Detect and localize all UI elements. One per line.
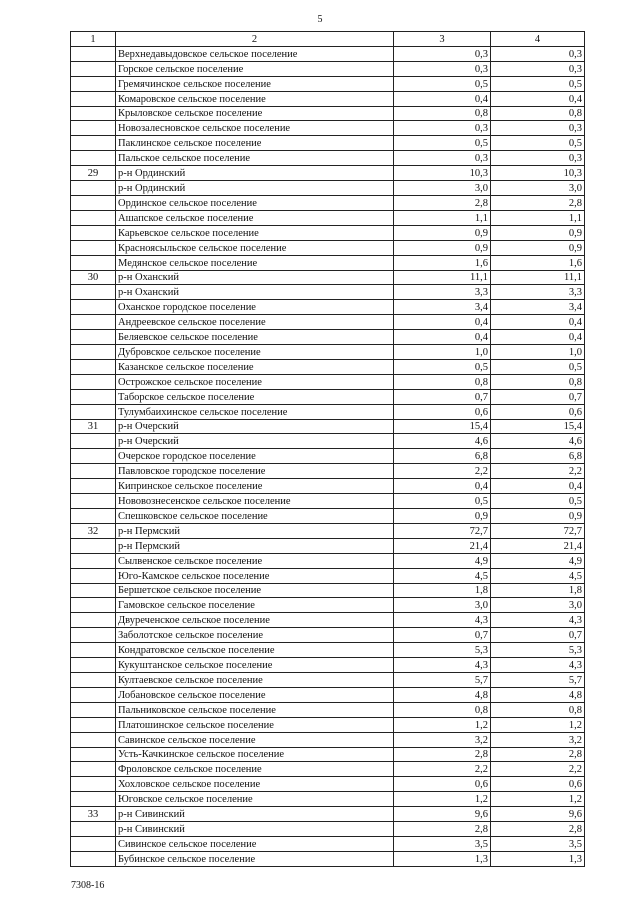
row-number-cell (71, 434, 116, 449)
row-number-cell (71, 315, 116, 330)
table-row (71, 672, 585, 687)
row-number-cell (71, 777, 116, 792)
table-row (71, 255, 585, 270)
name-cell: Верхнедавыдовское сельское поселение (116, 46, 394, 61)
name-cell: Савинское сельское поселение (116, 732, 394, 747)
table-row (71, 509, 585, 524)
table-row (71, 494, 585, 509)
value-col4-cell: 2,8 (491, 747, 585, 762)
table-row (71, 345, 585, 360)
name-cell: Усть-Качкинское сельское поселение (116, 747, 394, 762)
name-cell: Пальское сельское поселение (116, 151, 394, 166)
value-col3-cell: 0,6 (394, 404, 491, 419)
row-number-cell (71, 76, 116, 91)
value-col3-cell: 4,6 (394, 434, 491, 449)
table-row (71, 523, 585, 538)
value-col4-cell: 0,9 (491, 225, 585, 240)
name-cell: Платошинское сельское поселение (116, 717, 394, 732)
value-col3-cell: 1,2 (394, 717, 491, 732)
row-number-cell (71, 195, 116, 210)
value-col4-cell: 0,6 (491, 777, 585, 792)
value-col4-cell: 72,7 (491, 523, 585, 538)
value-col3-cell: 3,0 (394, 598, 491, 613)
value-col3-cell: 3,4 (394, 300, 491, 315)
table-row (71, 613, 585, 628)
table-row (71, 732, 585, 747)
row-number-cell (71, 687, 116, 702)
value-col4-cell: 4,9 (491, 553, 585, 568)
value-col4-cell: 0,5 (491, 494, 585, 509)
row-number-cell (71, 494, 116, 509)
table-row (71, 687, 585, 702)
name-cell: р-н Оханский (116, 285, 394, 300)
name-cell: Юго-Камское сельское поселение (116, 568, 394, 583)
value-col4-cell: 0,4 (491, 330, 585, 345)
table-row (71, 121, 585, 136)
value-col3-cell: 4,9 (394, 553, 491, 568)
value-col4-cell: 21,4 (491, 538, 585, 553)
row-number-cell (71, 628, 116, 643)
row-number-cell (71, 613, 116, 628)
name-cell: Новозалесновское сельское поселение (116, 121, 394, 136)
row-number-cell (71, 583, 116, 598)
value-col3-cell: 15,4 (394, 419, 491, 434)
name-cell: Павловское городское поселение (116, 464, 394, 479)
row-number-cell (71, 359, 116, 374)
row-number-cell (71, 598, 116, 613)
table-row (71, 762, 585, 777)
value-col3-cell: 0,8 (394, 374, 491, 389)
row-number-cell (71, 732, 116, 747)
value-col3-cell: 5,7 (394, 672, 491, 687)
name-cell: Оханское городское поселение (116, 300, 394, 315)
value-col4-cell: 0,3 (491, 151, 585, 166)
table-row (71, 210, 585, 225)
value-col4-cell: 0,3 (491, 46, 585, 61)
value-col4-cell: 4,3 (491, 658, 585, 673)
name-cell: Лобановское сельское поселение (116, 687, 394, 702)
value-col3-cell: 3,5 (394, 836, 491, 851)
table-row (71, 807, 585, 822)
table-row (71, 643, 585, 658)
table-row (71, 181, 585, 196)
value-col4-cell: 4,8 (491, 687, 585, 702)
table-row (71, 61, 585, 76)
row-number-cell (71, 822, 116, 837)
value-col4-cell: 0,5 (491, 76, 585, 91)
table-row (71, 166, 585, 181)
row-number-cell (71, 345, 116, 360)
value-col3-cell: 0,7 (394, 628, 491, 643)
row-number-cell: 31 (71, 419, 116, 434)
value-col4-cell: 5,3 (491, 643, 585, 658)
table-row (71, 598, 585, 613)
row-number-cell (71, 717, 116, 732)
value-col3-cell: 2,2 (394, 464, 491, 479)
value-col3-cell: 21,4 (394, 538, 491, 553)
value-col3-cell: 3,2 (394, 732, 491, 747)
row-number-cell (71, 747, 116, 762)
name-cell: Кипринское сельское поселение (116, 479, 394, 494)
value-col3-cell: 0,9 (394, 509, 491, 524)
value-col4-cell: 2,2 (491, 762, 585, 777)
table-row (71, 330, 585, 345)
value-col3-cell: 0,6 (394, 777, 491, 792)
table-row (71, 151, 585, 166)
table-row (71, 747, 585, 762)
table-row (71, 419, 585, 434)
value-col3-cell: 0,5 (394, 76, 491, 91)
value-col3-cell: 2,2 (394, 762, 491, 777)
name-cell: Гремячинское сельское поселение (116, 76, 394, 91)
value-col4-cell: 3,4 (491, 300, 585, 315)
table-row (71, 583, 585, 598)
value-col3-cell: 2,8 (394, 822, 491, 837)
column-header-3: 3 (394, 32, 491, 47)
name-cell: Острожское сельское поселение (116, 374, 394, 389)
table-row (71, 822, 585, 837)
value-col4-cell: 0,3 (491, 61, 585, 76)
name-cell: Ашапское сельское поселение (116, 210, 394, 225)
table-row (71, 46, 585, 61)
value-col4-cell: 3,2 (491, 732, 585, 747)
value-col4-cell: 0,8 (491, 702, 585, 717)
table-row (71, 76, 585, 91)
name-cell: Хохловское сельское поселение (116, 777, 394, 792)
row-number-cell (71, 509, 116, 524)
value-col3-cell: 0,8 (394, 702, 491, 717)
value-col4-cell: 1,0 (491, 345, 585, 360)
value-col3-cell: 1,8 (394, 583, 491, 598)
value-col3-cell: 0,9 (394, 240, 491, 255)
name-cell: Комаровское сельское поселение (116, 91, 394, 106)
name-cell: Сылвенское сельское поселение (116, 553, 394, 568)
name-cell: Паклинское сельское поселение (116, 136, 394, 151)
value-col4-cell: 0,8 (491, 106, 585, 121)
value-col3-cell: 4,3 (394, 613, 491, 628)
table-row (71, 792, 585, 807)
name-cell: Култаевское сельское поселение (116, 672, 394, 687)
value-col4-cell: 4,3 (491, 613, 585, 628)
row-number-cell (71, 643, 116, 658)
name-cell: Заболотское сельское поселение (116, 628, 394, 643)
value-col3-cell: 3,3 (394, 285, 491, 300)
value-col4-cell: 1,1 (491, 210, 585, 225)
page-number: 5 (317, 14, 323, 25)
value-col3-cell: 0,3 (394, 151, 491, 166)
name-cell: Юговское сельское поселение (116, 792, 394, 807)
value-col4-cell: 1,2 (491, 792, 585, 807)
name-cell: р-н Сивинский (116, 807, 394, 822)
name-cell: р-н Очерский (116, 419, 394, 434)
name-cell: Таборское сельское поселение (116, 389, 394, 404)
value-col4-cell: 6,8 (491, 449, 585, 464)
table-row (71, 91, 585, 106)
value-col3-cell: 5,3 (394, 643, 491, 658)
row-number-cell (71, 479, 116, 494)
value-col3-cell: 0,4 (394, 91, 491, 106)
table-row (71, 240, 585, 255)
name-cell: р-н Оханский (116, 270, 394, 285)
row-number-cell (71, 851, 116, 866)
value-col4-cell: 1,3 (491, 851, 585, 866)
table-row (71, 285, 585, 300)
value-col4-cell: 2,2 (491, 464, 585, 479)
name-cell: р-н Ординский (116, 166, 394, 181)
value-col4-cell: 4,5 (491, 568, 585, 583)
data-table (70, 31, 585, 867)
table-row (71, 359, 585, 374)
row-number-cell (71, 792, 116, 807)
name-cell: Кондратовское сельское поселение (116, 643, 394, 658)
table-row (71, 374, 585, 389)
value-col3-cell: 1,3 (394, 851, 491, 866)
row-number-cell (71, 672, 116, 687)
row-number-cell (71, 538, 116, 553)
name-cell: Карьевское сельское поселение (116, 225, 394, 240)
row-number-cell: 33 (71, 807, 116, 822)
row-number-cell (71, 762, 116, 777)
name-cell: р-н Очерский (116, 434, 394, 449)
value-col4-cell: 0,7 (491, 389, 585, 404)
value-col4-cell: 0,8 (491, 374, 585, 389)
header-row (71, 32, 585, 47)
table-body (71, 46, 585, 866)
row-number-cell (71, 121, 116, 136)
value-col3-cell: 1,6 (394, 255, 491, 270)
row-number-cell (71, 61, 116, 76)
row-number-cell (71, 210, 116, 225)
table-row (71, 300, 585, 315)
value-col3-cell: 1,0 (394, 345, 491, 360)
row-number-cell (71, 91, 116, 106)
table-row (71, 270, 585, 285)
value-col4-cell: 10,3 (491, 166, 585, 181)
value-col3-cell: 10,3 (394, 166, 491, 181)
row-number-cell: 32 (71, 523, 116, 538)
row-number-cell (71, 136, 116, 151)
table-row (71, 449, 585, 464)
table-row (71, 389, 585, 404)
table-row (71, 434, 585, 449)
table-row (71, 106, 585, 121)
value-col3-cell: 0,3 (394, 46, 491, 61)
row-number-cell (71, 464, 116, 479)
row-number-cell (71, 658, 116, 673)
row-number-cell (71, 46, 116, 61)
value-col3-cell: 4,5 (394, 568, 491, 583)
row-number-cell (71, 225, 116, 240)
name-cell: Дубровское сельское поселение (116, 345, 394, 360)
table-row (71, 777, 585, 792)
value-col3-cell: 9,6 (394, 807, 491, 822)
row-number-cell (71, 300, 116, 315)
name-cell: Гамовское сельское поселение (116, 598, 394, 613)
row-number-cell (71, 449, 116, 464)
table-row (71, 717, 585, 732)
value-col4-cell: 2,8 (491, 822, 585, 837)
name-cell: Сивинское сельское поселение (116, 836, 394, 851)
column-header-2: 2 (116, 32, 394, 47)
value-col4-cell: 3,5 (491, 836, 585, 851)
value-col4-cell: 5,7 (491, 672, 585, 687)
value-col4-cell: 0,9 (491, 509, 585, 524)
name-cell: р-н Пермский (116, 538, 394, 553)
table-row (71, 464, 585, 479)
value-col3-cell: 3,0 (394, 181, 491, 196)
value-col3-cell: 4,8 (394, 687, 491, 702)
name-cell: Бершетское сельское поселение (116, 583, 394, 598)
value-col3-cell: 0,9 (394, 225, 491, 240)
name-cell: Нововознесенское сельское поселение (116, 494, 394, 509)
row-number-cell: 29 (71, 166, 116, 181)
value-col3-cell: 0,8 (394, 106, 491, 121)
value-col3-cell: 2,8 (394, 747, 491, 762)
row-number-cell (71, 404, 116, 419)
value-col4-cell: 0,7 (491, 628, 585, 643)
value-col3-cell: 0,4 (394, 479, 491, 494)
value-col4-cell: 0,9 (491, 240, 585, 255)
value-col3-cell: 72,7 (394, 523, 491, 538)
value-col3-cell: 0,5 (394, 494, 491, 509)
value-col4-cell: 1,8 (491, 583, 585, 598)
document-code: 7308-16 (71, 880, 105, 891)
table-row (71, 658, 585, 673)
table-row (71, 538, 585, 553)
table-row (71, 225, 585, 240)
name-cell: Бубинское сельское поселение (116, 851, 394, 866)
column-header-4: 4 (491, 32, 585, 47)
table-row (71, 195, 585, 210)
table-row (71, 702, 585, 717)
name-cell: Кукуштанское сельское поселение (116, 658, 394, 673)
table-row (71, 568, 585, 583)
name-cell: Пальниковское сельское поселение (116, 702, 394, 717)
name-cell: р-н Сивинский (116, 822, 394, 837)
value-col4-cell: 0,4 (491, 91, 585, 106)
row-number-cell (71, 389, 116, 404)
name-cell: Беляевское сельское поселение (116, 330, 394, 345)
name-cell: р-н Пермский (116, 523, 394, 538)
row-number-cell (71, 330, 116, 345)
name-cell: Андреевское сельское поселение (116, 315, 394, 330)
table-row (71, 479, 585, 494)
value-col3-cell: 0,5 (394, 136, 491, 151)
value-col3-cell: 0,5 (394, 359, 491, 374)
table-header (71, 32, 585, 47)
table-row (71, 836, 585, 851)
value-col3-cell: 4,3 (394, 658, 491, 673)
name-cell: Медянское сельское поселение (116, 255, 394, 270)
row-number-cell (71, 568, 116, 583)
value-col4-cell: 0,5 (491, 136, 585, 151)
table-row (71, 553, 585, 568)
name-cell: Казанское сельское поселение (116, 359, 394, 374)
table-row (71, 404, 585, 419)
value-col4-cell: 0,5 (491, 359, 585, 374)
value-col3-cell: 6,8 (394, 449, 491, 464)
value-col4-cell: 15,4 (491, 419, 585, 434)
value-col4-cell: 0,3 (491, 121, 585, 136)
value-col3-cell: 0,3 (394, 61, 491, 76)
name-cell: Двуреченское сельское поселение (116, 613, 394, 628)
row-number-cell (71, 181, 116, 196)
row-number-cell (71, 106, 116, 121)
value-col4-cell: 4,6 (491, 434, 585, 449)
row-number-cell (71, 255, 116, 270)
name-cell: р-н Ординский (116, 181, 394, 196)
name-cell: Ординское сельское поселение (116, 195, 394, 210)
value-col4-cell: 11,1 (491, 270, 585, 285)
name-cell: Горское сельское поселение (116, 61, 394, 76)
name-cell: Фроловское сельское поселение (116, 762, 394, 777)
name-cell: Крыловское сельское поселение (116, 106, 394, 121)
name-cell: Красноясыльское сельское поселение (116, 240, 394, 255)
value-col4-cell: 1,2 (491, 717, 585, 732)
row-number-cell (71, 836, 116, 851)
name-cell: Спешковское сельское поселение (116, 509, 394, 524)
value-col4-cell: 0,4 (491, 315, 585, 330)
table-row (71, 851, 585, 866)
table-row (71, 315, 585, 330)
value-col3-cell: 11,1 (394, 270, 491, 285)
row-number-cell (71, 553, 116, 568)
row-number-cell: 30 (71, 270, 116, 285)
row-number-cell (71, 151, 116, 166)
value-col4-cell: 2,8 (491, 195, 585, 210)
value-col4-cell: 0,4 (491, 479, 585, 494)
value-col3-cell: 0,4 (394, 315, 491, 330)
row-number-cell (71, 285, 116, 300)
value-col4-cell: 3,0 (491, 598, 585, 613)
value-col4-cell: 9,6 (491, 807, 585, 822)
value-col4-cell: 3,0 (491, 181, 585, 196)
value-col3-cell: 1,1 (394, 210, 491, 225)
row-number-cell (71, 240, 116, 255)
name-cell: Очерское городское поселение (116, 449, 394, 464)
table-row (71, 628, 585, 643)
name-cell: Тулумбаихинское сельское поселение (116, 404, 394, 419)
column-header-1: 1 (71, 32, 116, 47)
value-col4-cell: 0,6 (491, 404, 585, 419)
value-col3-cell: 0,3 (394, 121, 491, 136)
value-col4-cell: 1,6 (491, 255, 585, 270)
row-number-cell (71, 374, 116, 389)
value-col3-cell: 0,7 (394, 389, 491, 404)
value-col3-cell: 1,2 (394, 792, 491, 807)
table-row (71, 136, 585, 151)
value-col3-cell: 2,8 (394, 195, 491, 210)
value-col4-cell: 3,3 (491, 285, 585, 300)
value-col3-cell: 0,4 (394, 330, 491, 345)
row-number-cell (71, 702, 116, 717)
